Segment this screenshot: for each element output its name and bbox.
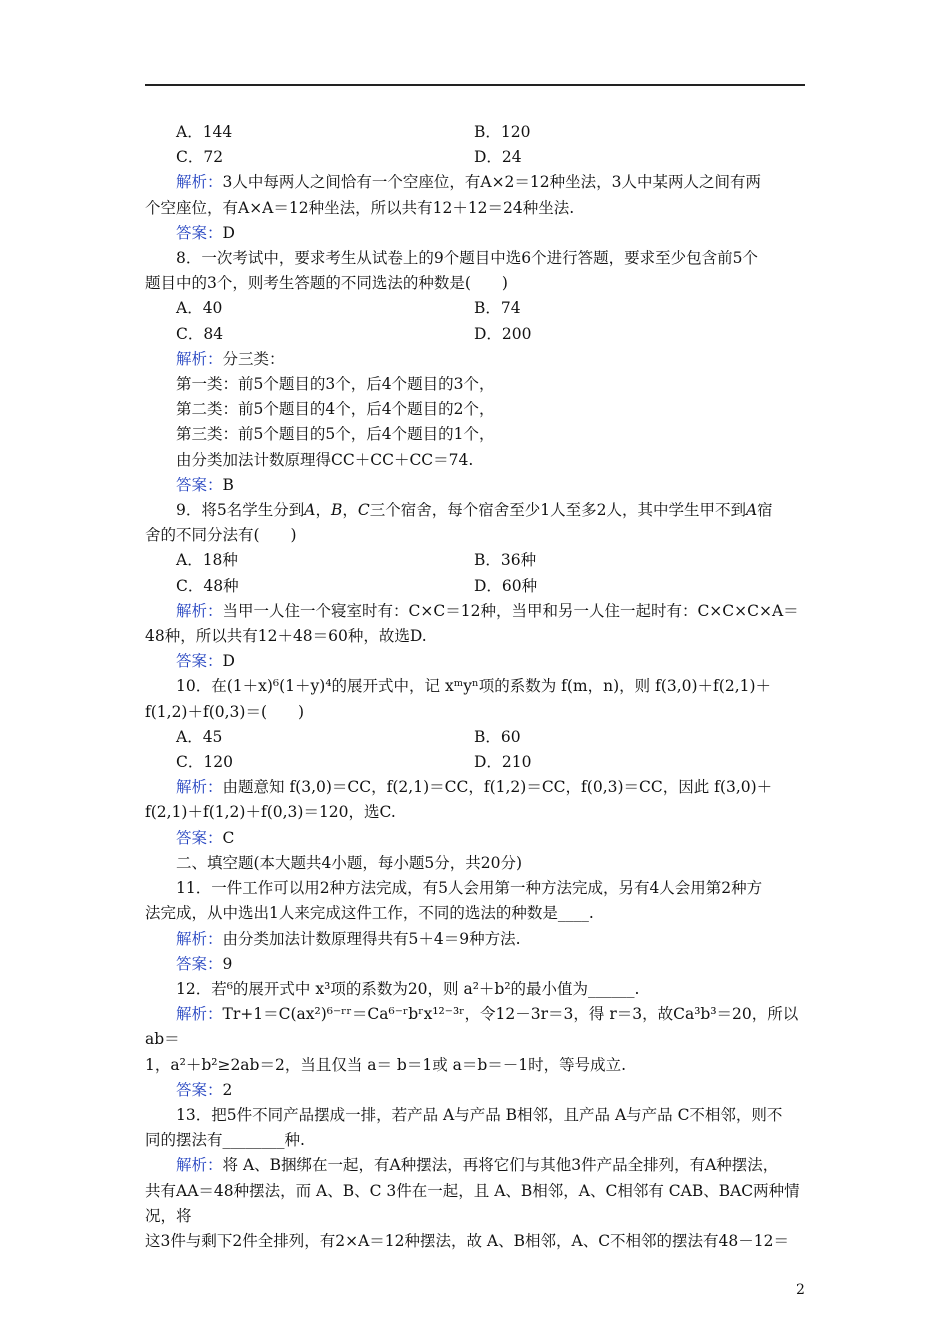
answer-label: 答案： xyxy=(176,828,223,847)
q9-stem-var: A xyxy=(745,501,758,520)
analysis-label: 解析： xyxy=(176,1156,223,1175)
q9-stem-part: ， xyxy=(342,501,358,520)
q7-analysis-line-1: 3人中每两人之间恰有一个空座位，有A×2＝12种坐法，3人中某两人之间有两 xyxy=(222,173,762,192)
q9-options-row-1 xyxy=(145,548,805,573)
q7-analysis-cont: 个空座位，有A×A＝12种坐法，所以共有12＋12＝24种坐法. xyxy=(145,198,575,217)
q11-answer-value: 9 xyxy=(222,954,233,973)
analysis-label: 解析： xyxy=(176,929,223,948)
page-number: 2 xyxy=(796,1282,805,1298)
q9-option-d: D．60种 xyxy=(474,576,538,595)
q10-option-a: A．45 xyxy=(176,727,223,746)
q9-stem-part: 三个宿舍，每个宿舍至少1人至多2人，其中学生甲不到 xyxy=(369,501,746,520)
q9-option-b: B．36种 xyxy=(474,551,537,570)
document-body xyxy=(145,120,805,1254)
q9-stem-cont: 舍的不同分法有( ) xyxy=(145,526,297,545)
q7-option-a: A．144 xyxy=(176,123,233,141)
q10-options-row-1 xyxy=(145,725,805,750)
q10-option-b: B．60 xyxy=(474,727,521,746)
q10-options-row-2 xyxy=(145,750,805,775)
answer-label: 答案： xyxy=(176,475,223,494)
q10-stem-cont: f(1,2)＋f(0,3)＝( ) xyxy=(145,702,305,721)
analysis-label: 解析： xyxy=(176,778,223,797)
q8-analysis-line-1: 分三类： xyxy=(222,349,285,368)
analysis-label: 解析： xyxy=(176,1005,223,1024)
q7-options-row-1 xyxy=(145,120,805,145)
q10-analysis-cont: f(2,1)＋f(1,2)＋f(0,3)＝120，选C. xyxy=(145,803,396,822)
q7-analysis xyxy=(145,170,805,195)
q7-option-b: B．120 xyxy=(474,123,531,141)
q8-stem: 8．一次考试中，要求考生从试卷上的9个题目中选6个进行答题，要求至少包含前5个 xyxy=(176,249,758,268)
q11-analysis xyxy=(145,927,805,952)
q12-stem: 12．若⁶的展开式中 x³项的系数为20，则 a²＋b²的最小值为______. xyxy=(176,979,640,998)
analysis-label: 解析： xyxy=(176,173,223,192)
q9-option-c: C．48种 xyxy=(176,576,239,595)
q8-stem-cont: 题目中的3个，则考生答题的不同选法的种数是( ) xyxy=(145,274,508,293)
q9-stem-var: C xyxy=(357,501,370,520)
q9-stem-part: 宿 xyxy=(757,501,773,520)
q9-analysis-line-1: 当甲一人住一个寝室时有：C×C＝12种，当甲和另一人住一起时有：C×C×C×A＝ xyxy=(222,601,799,620)
q12-analysis-cont: 1，a²＋b²≥2ab＝2，当且仅当 a＝ b＝1或 a＝b＝－1时，等号成立. xyxy=(145,1055,627,1074)
analysis-label: 解析： xyxy=(176,601,223,620)
q7-answer xyxy=(145,221,805,246)
q8-case-2: 第二类：前5个题目的4个，后4个题目的2个， xyxy=(176,400,495,419)
q9-stem-part: 9．将5名学生分到 xyxy=(176,501,305,520)
q8-case-3: 第三类：前5个题目的5个，后4个题目的1个， xyxy=(176,425,495,444)
q8-option-c: C．84 xyxy=(176,324,224,343)
q11-stem: 11．一件工作可以用2种方法完成，有5人会用第一种方法完成，另有4人会用第2种方 xyxy=(176,879,763,898)
q13-analysis-cont-1: 共有AA＝48种摆法，而 A、B、C 3件在一起，且 A、B相邻，A、C相邻有 CAB、BAC两种情况，将 xyxy=(145,1181,800,1225)
q9-analysis-cont: 48种，所以共有12＋48＝60种，故选D. xyxy=(145,627,427,646)
q9-stem-part: ， xyxy=(315,501,331,520)
q10-stem: 10．在(1＋x)⁶(1＋y)⁴的展开式中，记 xᵐyⁿ项的系数为 f(m，n)，则 f(3,0)＋f(2,1)＋ xyxy=(176,677,772,696)
q7-options-row-2 xyxy=(145,145,805,170)
q12-answer-value: 2 xyxy=(222,1080,233,1099)
q9-option-a: A．18种 xyxy=(176,551,238,570)
section-heading: 二、填空题(本大题共4小题，每小题5分，共20分) xyxy=(176,853,523,872)
q10-analysis xyxy=(145,775,805,800)
q9-answer xyxy=(145,649,805,674)
analysis-label: 解析： xyxy=(176,349,223,368)
answer-label: 答案： xyxy=(176,1080,223,1099)
q13-analysis xyxy=(145,1153,805,1178)
answer-label: 答案： xyxy=(176,223,223,242)
q10-analysis-line-1: 由题意知 f(3,0)＝CC，f(2,1)＝CC，f(1,2)＝CC，f(0,3)＝CC，因此 f(3,0)＋ xyxy=(222,778,773,797)
answer-label: 答案： xyxy=(176,954,223,973)
q8-options-row-2 xyxy=(145,322,805,347)
q8-options-row-1 xyxy=(145,296,805,321)
q9-analysis xyxy=(145,599,805,624)
q7-answer-value: D xyxy=(222,223,235,242)
q9-options-row-2 xyxy=(145,574,805,599)
q11-stem-cont: 法完成，从中选出1人来完成这件工作，不同的选法的种数是____. xyxy=(145,904,594,923)
q10-option-d: D．210 xyxy=(474,753,532,772)
q8-option-b: B．74 xyxy=(474,299,521,318)
q12-answer xyxy=(145,1078,805,1103)
q13-stem: 13．把5件不同产品摆成一排，若产品 A与产品 B相邻，且产品 A与产品 C不相邻，则不 xyxy=(176,1105,783,1124)
q13-stem-cont: 同的摆法有________种. xyxy=(145,1131,305,1150)
q9-stem-var: B xyxy=(330,501,343,520)
q8-analysis xyxy=(145,347,805,372)
q9-stem xyxy=(145,498,805,523)
q10-answer-value: C xyxy=(222,828,235,847)
q13-analysis-cont-2: 这3件与剩下2件全排列，有2×A＝12种摆法，故 A、B相邻，A、C不相邻的摆法有48－12＝ xyxy=(145,1231,790,1250)
q8-option-d: D．200 xyxy=(474,324,532,343)
q8-answer xyxy=(145,473,805,498)
q10-option-c: C．120 xyxy=(176,753,233,772)
q13-analysis-line-1: 将 A、B捆绑在一起，有A种摆法，再将它们与其他3件产品全排列，有A种摆法， xyxy=(222,1156,779,1175)
q8-case-1: 第一类：前5个题目的3个，后4个题目的3个， xyxy=(176,375,495,394)
q11-analysis-line-1: 由分类加法计数原理得共有5＋4＝9种方法. xyxy=(222,929,521,948)
q9-stem-var: A xyxy=(304,501,316,520)
q7-option-d: D．24 xyxy=(474,148,522,167)
q9-answer-value: D xyxy=(222,652,235,671)
q11-answer xyxy=(145,952,805,977)
q10-answer xyxy=(145,826,805,851)
q7-option-c: C．72 xyxy=(176,148,224,167)
q12-analysis xyxy=(145,1002,805,1052)
q8-answer-value: B xyxy=(222,475,234,494)
header-rule xyxy=(145,84,805,86)
q12-analysis-line-1: Tr+1＝C(ax²)⁶⁻ʳʳ＝Ca⁶⁻ʳbʳx¹²⁻³ʳ，令12－3r＝3，得 r＝3，故Ca³b³＝20，所以 ab＝ xyxy=(145,1005,799,1049)
q8-conclusion: 由分类加法计数原理得CC＋CC＋CC＝74. xyxy=(176,450,474,469)
q8-option-a: A．40 xyxy=(176,299,223,318)
answer-label: 答案： xyxy=(176,652,223,671)
